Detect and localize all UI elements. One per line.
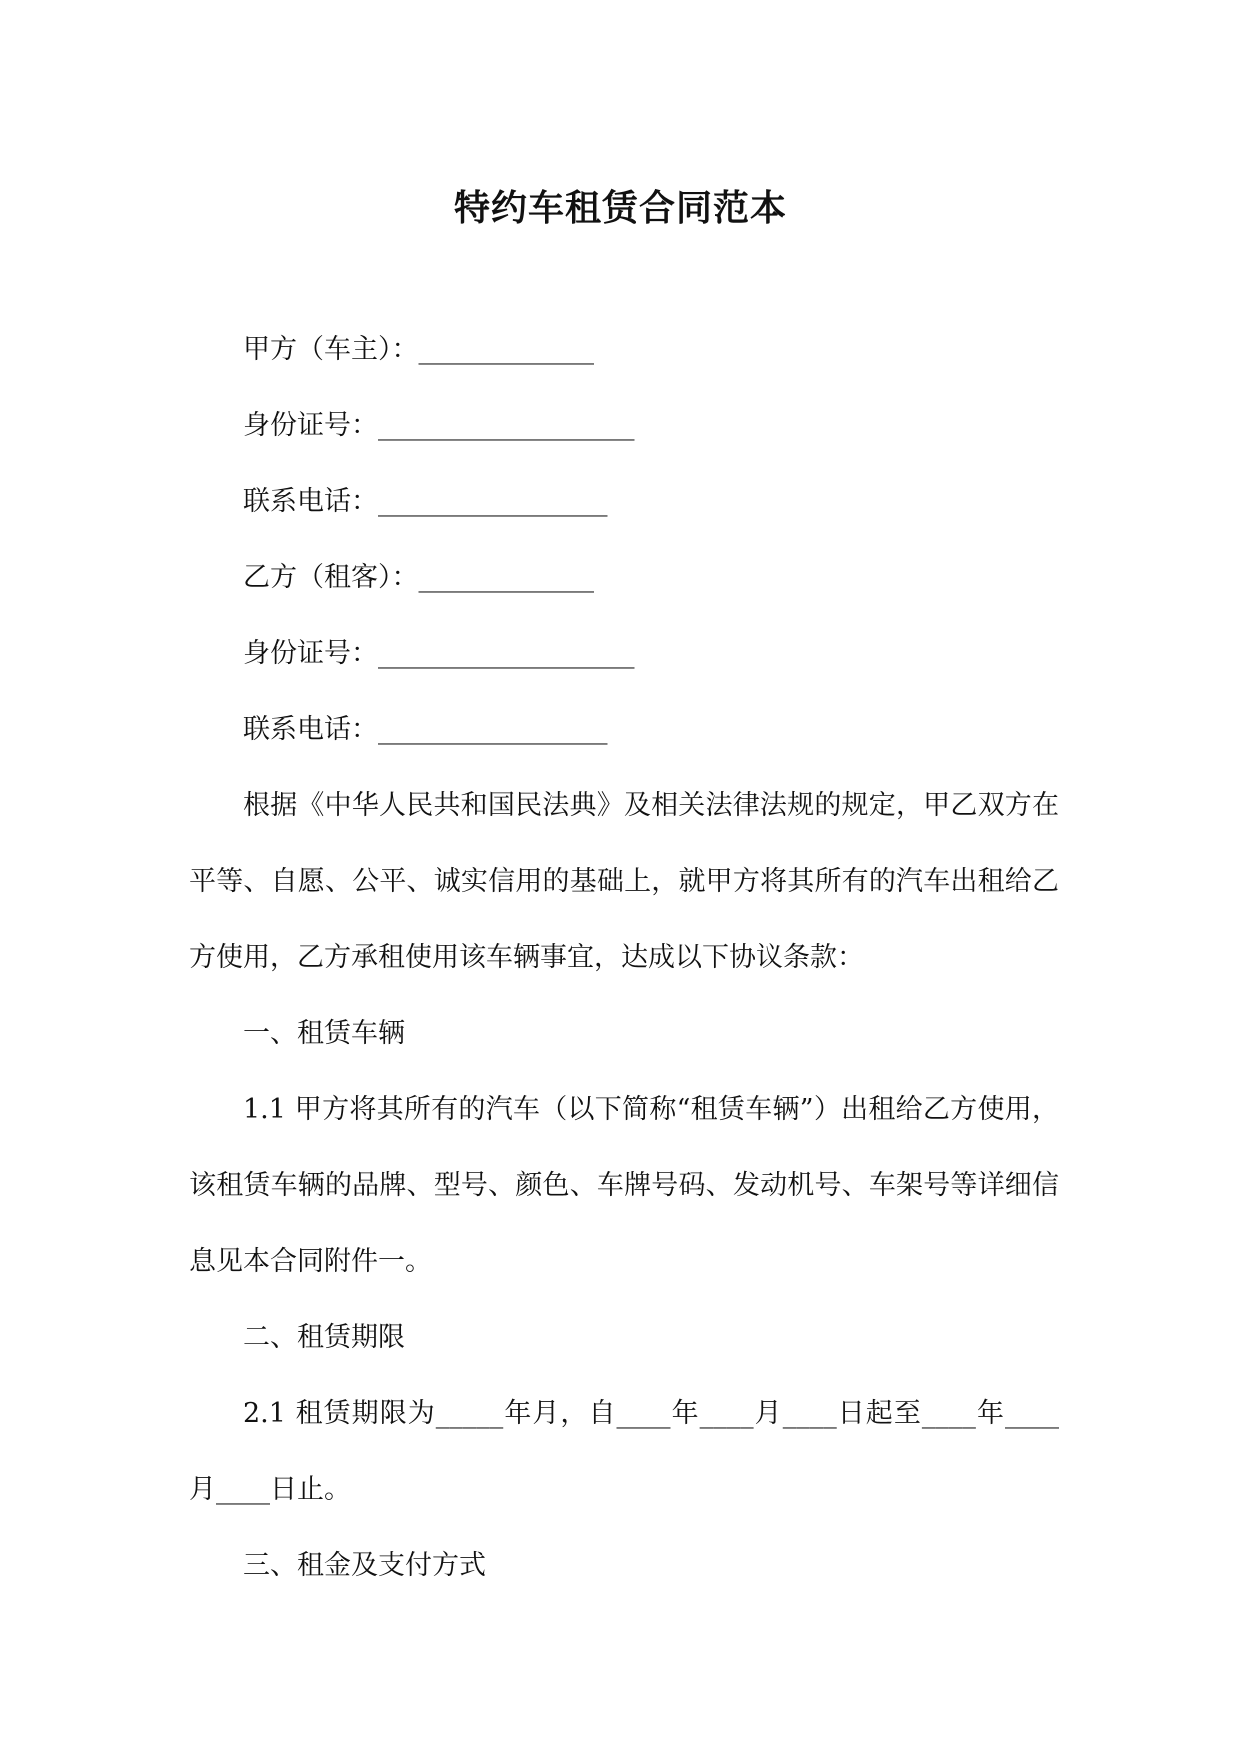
clause-paragraph: 1.1 甲方将其所有的汽车（以下简称“租赁车辆”）出租给乙方使用，该租赁车辆的品牌、型号、颜色、车牌号码、发动机号、车架号等详细信息见本合同附件一。 [189, 1094, 1059, 1277]
clause-paragraph: 2.1 租赁期限为_____年月，自____年____月____日起至____年____月____日止。 [189, 1398, 1059, 1505]
section-heading: 一、租赁车辆 [243, 1018, 405, 1049]
party-b-id-field: 身份证号：___________________ [243, 638, 635, 669]
section-heading: 二、租赁期限 [243, 1322, 405, 1353]
document-title: 特约车租赁合同范本 [453, 187, 787, 229]
preamble-paragraph: 根据《中华人民共和国民法典》及相关法律法规的规定，甲乙双方在平等、自愿、公平、诚实信用的基础上，就甲方将其所有的汽车出租给乙方使用，乙方承租使用该车辆事宜，达成以下协议条款： [189, 790, 1059, 973]
party-a-id-field: 身份证号：___________________ [243, 410, 635, 441]
party-b-tenant-field: 乙方（租客）：_____________ [243, 562, 594, 593]
section-heading: 三、租金及支付方式 [243, 1550, 486, 1581]
party-b-phone-field: 联系电话：_________________ [243, 714, 608, 745]
document-body [189, 312, 1059, 1604]
party-a-phone-field: 联系电话：_________________ [243, 486, 608, 517]
party-a-owner-field: 甲方（车主）：_____________ [243, 334, 594, 365]
